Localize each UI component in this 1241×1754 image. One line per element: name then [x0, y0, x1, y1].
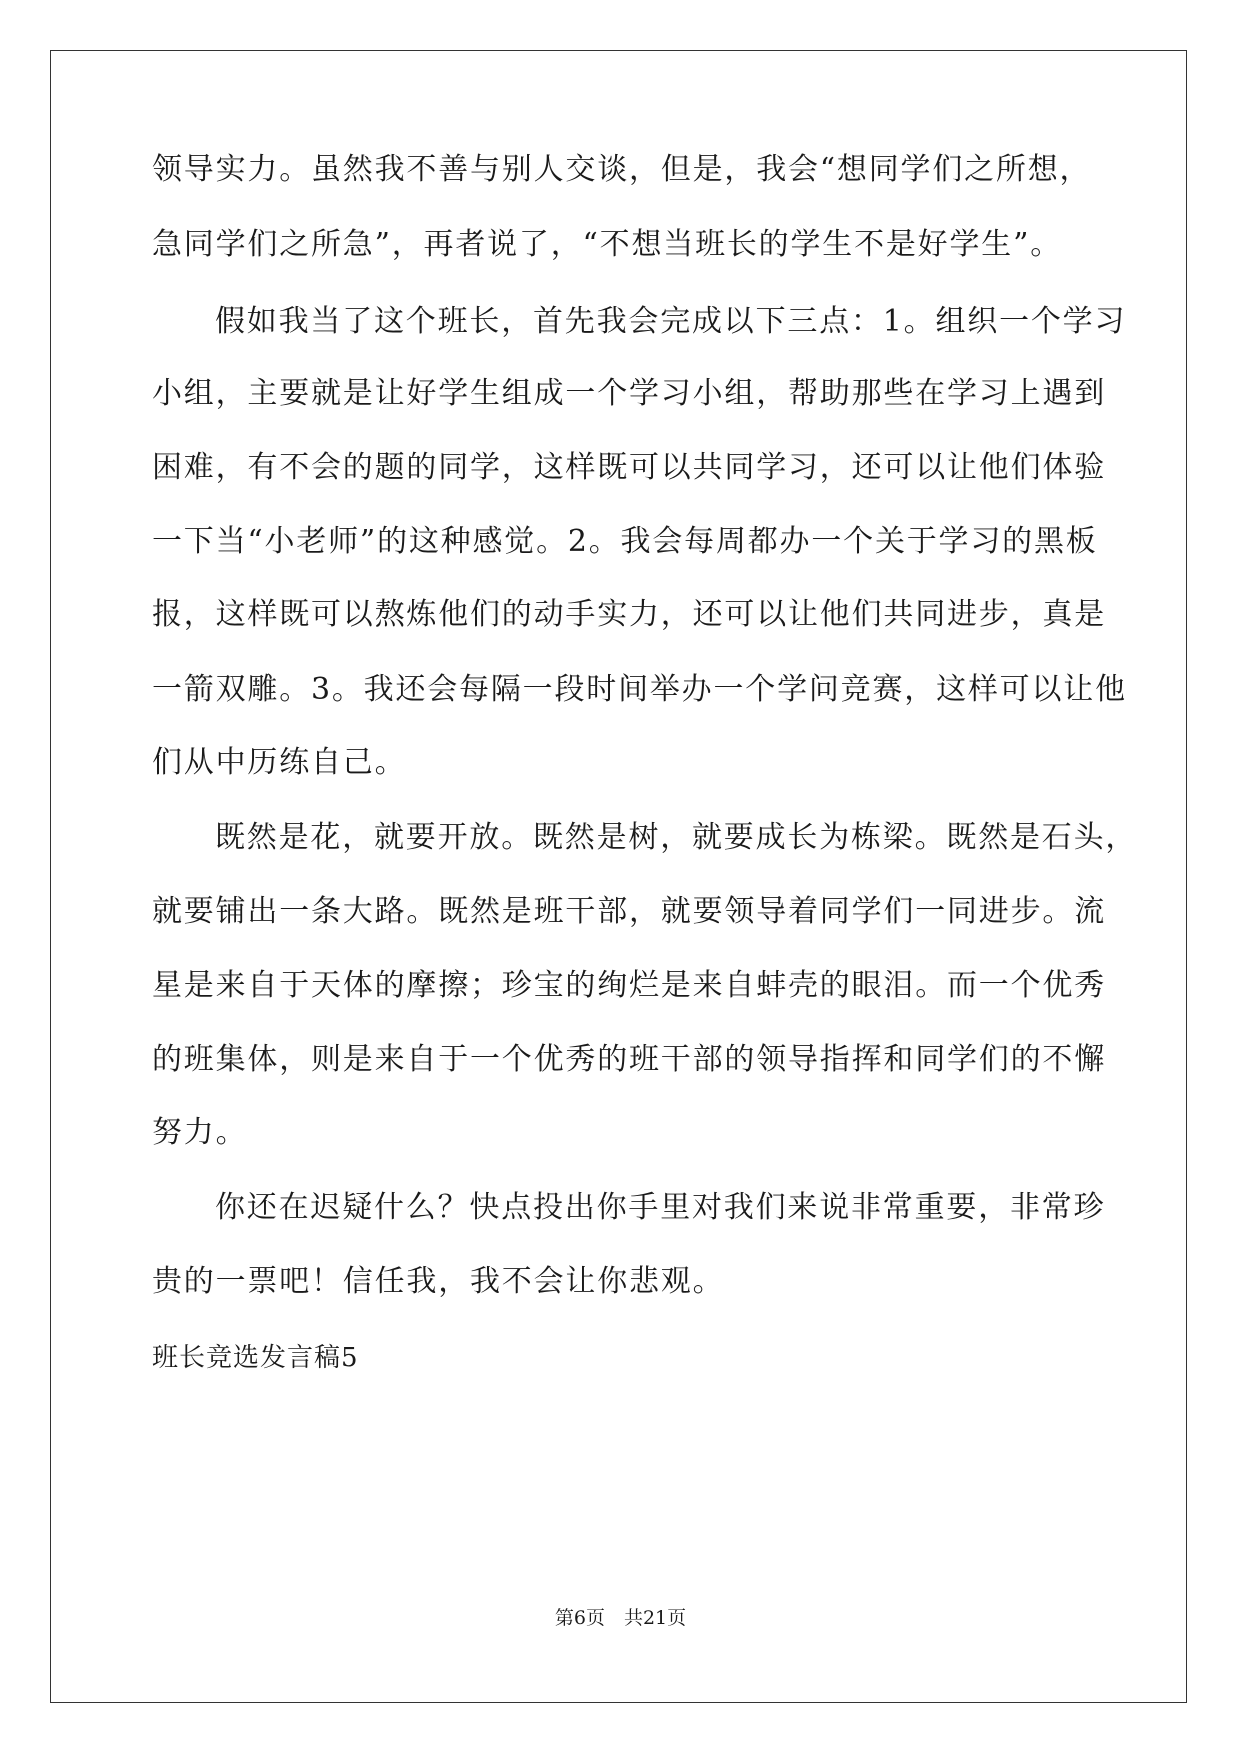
- page-border: [50, 50, 1187, 1703]
- text-line: 小组，主要就是让好学生组成一个学习小组，帮助那些在学习上遇到: [152, 376, 1106, 411]
- text-line: 星是来自于天体的摩擦；珍宝的绚烂是来自蚌壳的眼泪。而一个优秀: [152, 968, 1106, 1003]
- text-line: 报，这样既可以熬炼他们的动手实力，还可以让他们共同进步，真是: [152, 597, 1106, 632]
- paragraph-start-line: 既然是花，就要开放。既然是树，就要成长为栋梁。既然是石头，: [215, 820, 1138, 855]
- text-line: 一箭双雕。3。我还会每隔一段时间举办一个学问竞赛，这样可以让他: [152, 672, 1127, 707]
- text-line: 急同学们之所急”，再者说了，“不想当班长的学生不是好学生”。: [152, 227, 1063, 262]
- section-heading: 班长竞选发言稿5: [152, 1343, 359, 1373]
- text-line: 困难，有不会的题的同学，这样既可以共同学习，还可以让他们体验: [152, 450, 1106, 485]
- paragraph-start-line: 假如我当了这个班长，首先我会完成以下三点：1。组织一个学习: [215, 304, 1127, 339]
- text-line: 的班集体，则是来自于一个优秀的班干部的领导指挥和同学们的不懈: [152, 1042, 1106, 1077]
- page-number-footer: 第6页 共21页: [554, 1607, 687, 1629]
- text-line: 就要铺出一条大路。既然是班干部，就要领导着同学们一同进步。流: [152, 894, 1106, 929]
- text-line: 努力。: [152, 1115, 248, 1150]
- paragraph-start-line: 你还在迟疑什么？快点投出你手里对我们来说非常重要，非常珍: [215, 1190, 1106, 1225]
- text-line: 一下当“小老师”的这种感觉。2。我会每周都办一个关于学习的黑板: [152, 524, 1098, 559]
- text-line: 贵的一票吧！信任我，我不会让你悲观。: [152, 1264, 725, 1299]
- text-line: 领导实力。虽然我不善与别人交谈，但是，我会“想同学们之所想，: [152, 152, 1092, 187]
- text-line: 们从中历练自己。: [152, 745, 407, 780]
